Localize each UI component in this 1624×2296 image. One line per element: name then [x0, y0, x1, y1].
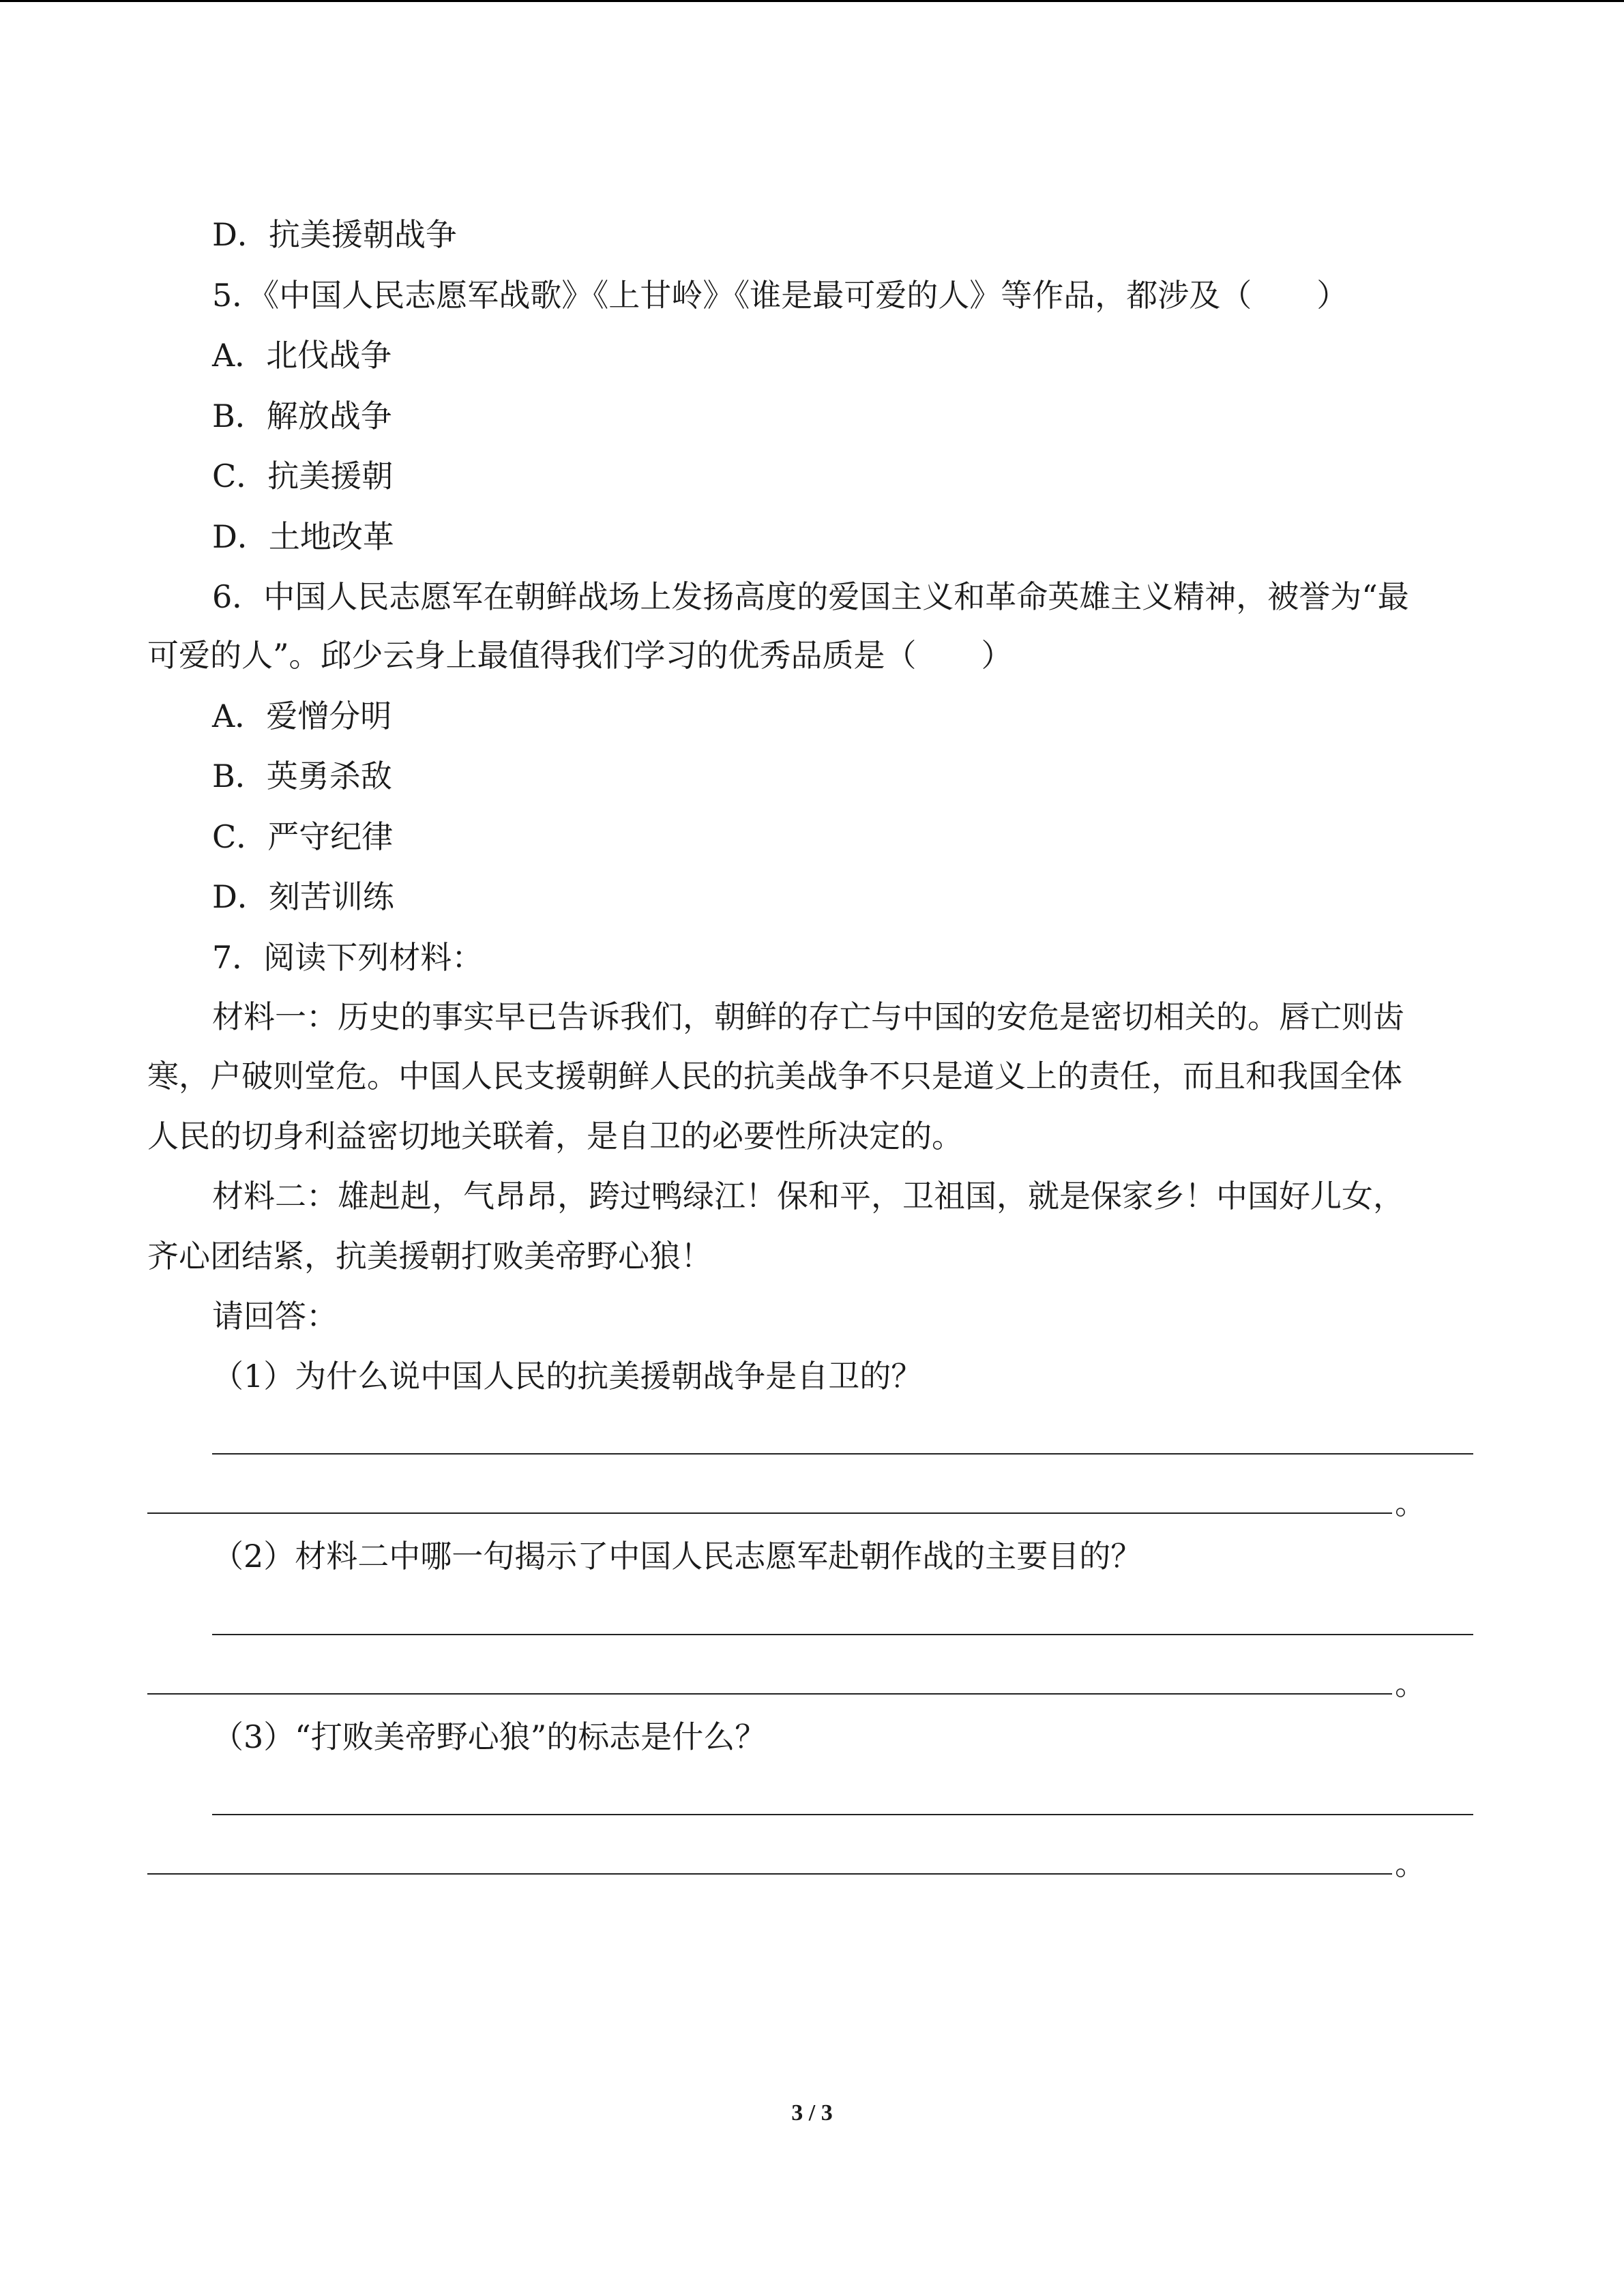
q5-option-c: C．抗美援朝 — [212, 458, 394, 494]
q7-material2-line1: 材料二：雄赳赳，气昂昂，跨过鸭绿江！保和平，卫祖国，就是保家乡！中国好儿女， — [212, 1178, 1404, 1214]
top-border — [0, 0, 1624, 2]
q7-1-answer-line-1[interactable] — [212, 1453, 1473, 1455]
q6-option-d: D．刻苦训练 — [212, 878, 394, 915]
q7-stem: 7．阅读下列材料： — [212, 939, 484, 976]
q7-subquestion-1: （1）为什么说中国人民的抗美援朝战争是自卫的？ — [212, 1358, 923, 1395]
q7-material1-line1: 材料一：历史的事实早已告诉我们，朝鲜的存亡与中国的安危是密切相关的。唇亡则齿 — [212, 998, 1404, 1035]
q7-2-answer-line-1[interactable] — [212, 1634, 1473, 1635]
q7-2-end-mark: 。 — [1395, 1665, 1426, 1702]
q7-subquestion-3: （3）“打败美帝野心狼”的标志是什么？ — [212, 1718, 767, 1755]
page-number: 3 / 3 — [791, 2100, 833, 2126]
q7-subquestion-2: （2）材料二中哪一句揭示了中国人民志愿军赴朝作战的主要目的？ — [212, 1538, 1142, 1575]
q7-1-end-mark: 。 — [1395, 1485, 1426, 1521]
q5-option-d: D．土地改革 — [212, 518, 394, 555]
q6-option-c: C．严守纪律 — [212, 818, 394, 855]
q7-3-answer-line-1[interactable] — [212, 1814, 1473, 1815]
q7-material1-line3: 人民的切身利益密切地关联着，是自卫的必要性所决定的。 — [147, 1118, 963, 1154]
q7-material1-line2: 寒，户破则堂危。中国人民支援朝鲜人民的抗美战争不只是道义上的责任，而且和我国全体 — [147, 1058, 1402, 1094]
q6-stem-line1: 6．中国人民志愿军在朝鲜战场上发扬高度的爱国主义和革命英雄主义精神，被誉为“最 — [212, 578, 1409, 615]
q6-option-b: B．英勇杀敌 — [212, 758, 392, 794]
q5-stem-text: 5．《中国人民志愿军战歌》《上甘岭》《谁是最可爱的人》等作品，都涉及（ — [212, 277, 1252, 314]
q7-2-answer-line-2[interactable] — [147, 1693, 1392, 1695]
q6-stem-close: ） — [981, 637, 1013, 674]
q7-prompt: 请回答： — [212, 1298, 338, 1335]
q7-3-answer-line-2[interactable] — [147, 1873, 1392, 1875]
q7-3-end-mark: 。 — [1395, 1845, 1426, 1882]
q6-stem-line2 — [147, 635, 1013, 676]
q5-stem-close: ） — [1316, 277, 1348, 314]
q5-option-a: A．北伐战争 — [212, 337, 392, 374]
q7-1-answer-line-2[interactable] — [147, 1512, 1392, 1514]
q4-option-d: D．抗美援朝战争 — [212, 216, 457, 253]
q6-stem-text: 可爱的人”。邱少云身上最值得我们学习的优秀品质是（ — [147, 637, 917, 674]
q6-option-a: A．爱憎分明 — [212, 698, 392, 734]
q7-material2-line2: 齐心团结紧，抗美援朝打败美帝野心狼！ — [147, 1238, 712, 1274]
q5-option-b: B．解放战争 — [212, 398, 392, 434]
q5-stem — [212, 275, 1348, 316]
